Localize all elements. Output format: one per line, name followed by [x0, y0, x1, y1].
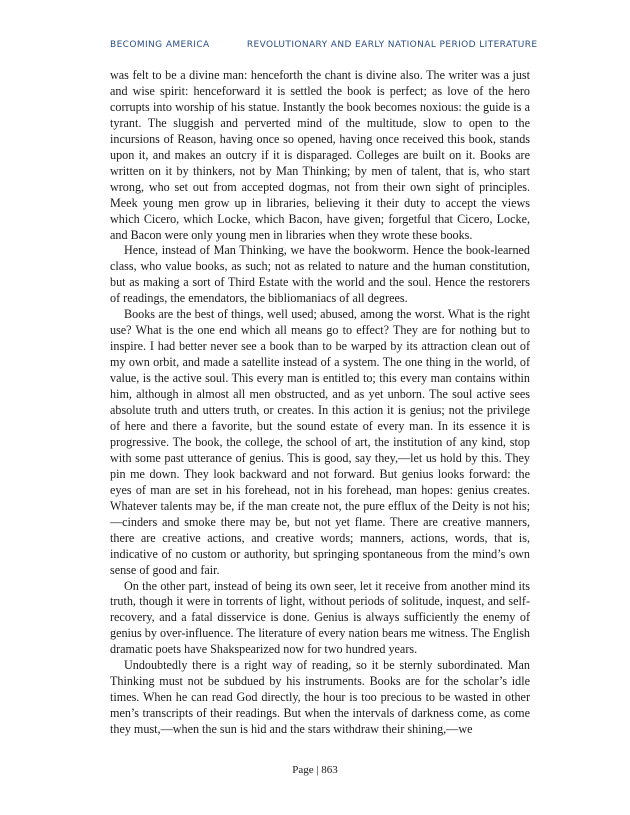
paragraph: Books are the best of things, well used; abused, among the worst. What is the right use? What is the one end which all means go to effect? They are for nothing but to inspire. I had better never see a book than to be warped by its attraction clean out of my own orbit, and made a satellite instead of a system. The one thing in the world, of value, is the active soul. This every man is entitled to; this every man contains within him, although in almost all men obstructed, and as yet unborn. The soul active sees absolute truth and utters truth, or creates. In this action it is genius; not the privilege of here and there a favorite, but the sound estate of every man. In its essence it is progressive. The book, the college, the school of art, the institution of any kind, stop with some past utterance of genius. This is good, say they,—let us hold by this. They pin me down. They look backward and not forward. But genius looks forward: the eyes of man are set in his forehead, not in his forehead, man hopes: genius creates. Whatever talents may be, if the man create not, the pure efflux of the Deity is not his;—cinders and smoke there may be, but not yet flame. There are creative manners, there are creative actions, and creative words; manners, actions, words, that is, indicative of no custom or authority, but springing spontaneous from the mind’s own sense of good and fair. — [110, 307, 530, 577]
paragraph: Hence, instead of Man Thinking, we have the bookworm. Hence the book-learned class, who value books, as such; not as related to nature and the human constitution, but as making a sort of Third Estate with the world and the soul. Hence the restorers of readings, the emendators, the bibliomaniacs of all degrees. — [110, 243, 530, 306]
body-text — [110, 68, 530, 738]
section-title: REVOLUTIONARY AND EARLY NATIONAL PERIOD LITERATURE — [246, 40, 538, 50]
book-title: BECOMING AMERICA — [110, 40, 210, 50]
running-header — [110, 40, 538, 50]
paragraph: On the other part, instead of being its own seer, let it receive from another mind its truth, though it were in torrents of light, without periods of solitude, inquest, and self-recovery, and a fatal disservice is done. Genius is always sufficiently the enemy of genius by over-influence. The literature of every nation bears me witness. The English dramatic poets have Shakspearized now for two hundred years. — [110, 578, 530, 657]
page-number: Page | 863 — [292, 764, 338, 776]
paragraph-continued: was felt to be a divine man: henceforth the chant is divine also. The writer was a just and wise spirit: henceforward it is settled the book is perfect; as love of the hero corrupts into worship of his statue. Instantly the book becomes noxious: the guide is a tyrant. The sluggish and perverted mind of the multitude, slow to open to the incursions of Reason, having once so opened, having once received this book, stands upon it, and makes an outcry if it is disparaged. Colleges are built on it. Books are written on it by thinkers, not by Man Thinking; by men of talent, that is, who start wrong, who set out from accepted dogmas, not from their own sight of principles. Meek young men grow up in libraries, believing it their duty to accept the views which Cicero, which Locke, which Bacon, have given; forgetful that Cicero, Locke, and Bacon were only young men in libraries when they wrote these books. — [110, 68, 530, 242]
paragraph: Undoubtedly there is a right way of reading, so it be sternly subordinated. Man Thinking must not be subdued by his instruments. Books are for the scholar’s idle times. When he can read God directly, the hour is too precious to be wasted in other men’s transcripts of their readings. But when the intervals of darkness come, as come they must,—when the sun is hid and the stars withdraw their shining,—we — [110, 658, 530, 737]
